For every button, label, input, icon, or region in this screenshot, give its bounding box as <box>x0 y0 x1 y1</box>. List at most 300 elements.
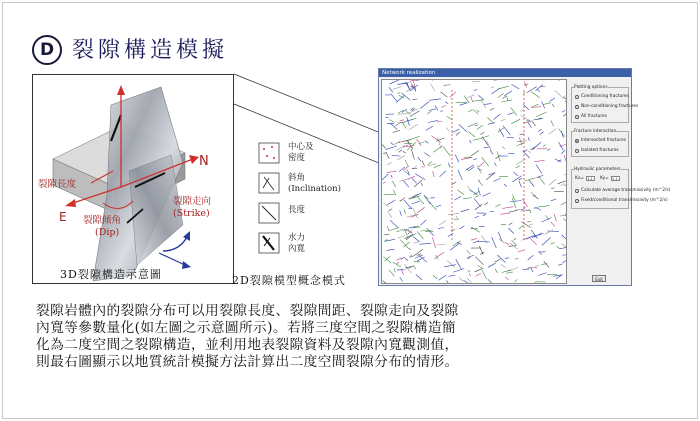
fracture-segment <box>562 110 565 112</box>
fracture-segment <box>474 199 481 207</box>
fracture-segment <box>520 134 525 135</box>
k-inputs-row <box>575 176 620 181</box>
label-fracture-dip-en: (Dip) <box>95 227 120 238</box>
fracture-segment <box>398 236 405 238</box>
fracture-segment <box>475 196 479 197</box>
fracture-segment <box>427 228 434 236</box>
hydraulic-parameters-group <box>571 167 671 209</box>
hydraulic-parameters-title: Hydraulic parameters <box>574 167 621 172</box>
fracture-segment <box>416 275 422 281</box>
fracture-segment <box>421 230 433 231</box>
fracture-segment <box>417 232 423 239</box>
fracture-segment <box>533 176 540 179</box>
fracture-segment <box>384 234 390 235</box>
fracture-segment <box>397 262 400 264</box>
label-inclination-1: 斜角 <box>288 173 306 183</box>
radio-conditioning[interactable] <box>575 94 629 99</box>
fracture-segment <box>404 210 406 214</box>
fracture-segment <box>505 277 509 280</box>
fracture-segment <box>426 126 433 130</box>
label-center-density-2: 密度 <box>288 153 306 163</box>
interaction-options-title: Fracture interaction <box>574 129 617 134</box>
fracture-segment <box>472 100 484 102</box>
fracture-segment <box>469 273 470 276</box>
fracture-segment <box>473 110 478 115</box>
fracture-segment <box>528 255 534 260</box>
radio-all[interactable] <box>575 114 607 119</box>
window-title-bar: Network realization <box>379 69 631 77</box>
fracture-segment <box>542 218 552 223</box>
radio-label: Intersected fractures <box>581 138 626 143</box>
fracture-segment <box>509 223 513 225</box>
fracture-segment <box>519 225 524 229</box>
fracture-segment <box>494 162 496 166</box>
fracture-segment <box>388 228 398 231</box>
fracture-segment <box>391 175 393 178</box>
fracture-segment <box>409 233 417 237</box>
fracture-segment <box>564 155 567 162</box>
fracture-segment <box>388 212 392 218</box>
fracture-segment <box>554 214 556 221</box>
fracture-segment <box>383 182 386 184</box>
fracture-segment <box>561 201 567 205</box>
fracture-segment <box>399 167 405 172</box>
fracture-segment <box>459 226 464 229</box>
fracture-segment <box>471 150 479 155</box>
fracture-segment <box>478 180 480 183</box>
ky-label: Ky= <box>599 176 609 181</box>
label-axis-east: E <box>59 210 67 224</box>
fracture-segment <box>392 181 395 187</box>
fracture-segment <box>542 237 551 245</box>
fracture-segment <box>544 261 549 267</box>
fracture-segment <box>456 132 460 135</box>
fracture-segment <box>480 183 482 186</box>
radio-average-transmissivity[interactable] <box>575 188 670 193</box>
fracture-segment <box>479 162 485 167</box>
fracture-segment <box>549 98 555 102</box>
fracture-segment <box>420 102 429 109</box>
fracture-segment <box>475 257 483 265</box>
fracture-segment <box>397 92 400 94</box>
fracture-segment <box>470 190 478 195</box>
fracture-segment <box>538 90 540 92</box>
fracture-segment <box>463 198 472 199</box>
fracture-segment <box>389 209 392 211</box>
fracture-segment <box>512 84 520 89</box>
fracture-segment <box>543 145 546 147</box>
fracture-segment <box>393 130 400 132</box>
fracture-segment <box>436 138 444 141</box>
fracture-segment <box>501 213 510 214</box>
fracture-segment <box>495 259 501 262</box>
fracture-segment <box>524 84 528 85</box>
fracture-segment <box>393 262 401 267</box>
fracture-segment <box>407 247 411 249</box>
fracture-segment <box>488 173 495 175</box>
fracture-segment <box>484 104 491 105</box>
fracture-segment <box>407 117 410 126</box>
fracture-segment <box>411 136 420 139</box>
fracture-segment <box>519 181 521 187</box>
fracture-segment <box>391 93 398 101</box>
fracture-segment <box>446 128 449 132</box>
fracture-segment <box>551 222 555 227</box>
fracture-segment <box>467 257 471 259</box>
radio-fixed-transmissivity[interactable] <box>575 198 668 203</box>
label-inclination-2: (Inclination) <box>288 184 341 194</box>
fracture-segment <box>445 102 448 104</box>
fracture-segment <box>561 184 565 186</box>
fracture-segment <box>415 80 422 81</box>
fracture-segment <box>497 86 509 89</box>
fracture-segment <box>422 161 425 166</box>
fracture-segment <box>551 188 554 189</box>
fracture-segment <box>514 279 517 282</box>
fracture-segment <box>498 93 504 98</box>
description-line: 內寬等參數量化(如左圖之示意圖所示)。若將三度空間之裂隙構造簡 <box>36 320 457 336</box>
fracture-segment <box>433 171 435 177</box>
fracture-segment <box>403 151 406 153</box>
fracture-segment <box>530 238 537 244</box>
fracture-segment <box>424 195 431 204</box>
fracture-segment <box>467 250 470 255</box>
fracture-segment <box>458 170 462 180</box>
fracture-segment <box>542 101 545 108</box>
fracture-segment <box>559 142 564 150</box>
fracture-segment <box>501 119 506 121</box>
radio-nonconditioning[interactable] <box>575 104 638 109</box>
fracture-segment <box>558 180 567 184</box>
fracture-segment <box>477 125 483 129</box>
fracture-segment <box>468 255 474 257</box>
fracture-segment <box>417 139 422 146</box>
fracture-segment <box>562 235 567 240</box>
fracture-segment <box>396 231 400 232</box>
fracture-segment <box>410 111 420 117</box>
fracture-segment <box>420 243 431 244</box>
fracture-segment <box>431 84 435 92</box>
fracture-segment <box>482 137 488 146</box>
fracture-segment <box>421 183 423 186</box>
fracture-segment <box>460 103 468 106</box>
fracture-segment <box>512 240 517 244</box>
fracture-segment <box>387 200 395 205</box>
fracture-segment <box>461 209 469 212</box>
fracture-segment <box>448 213 459 215</box>
fracture-segment <box>558 265 562 266</box>
caption-3d-diagram: 3D裂隙構造示意圖 <box>60 268 162 281</box>
fracture-segment <box>467 123 477 127</box>
fracture-segment <box>483 193 491 197</box>
fracture-segment <box>425 141 429 144</box>
fracture-segment <box>397 156 405 160</box>
radio-circle[interactable] <box>575 189 579 193</box>
fracture-segment <box>503 126 510 135</box>
radio-circle[interactable] <box>575 95 579 99</box>
radio-circle[interactable] <box>575 139 579 143</box>
fracture-segment <box>529 180 534 187</box>
fracture-segment <box>499 176 508 177</box>
fracture-segment <box>389 80 400 84</box>
radio-circle[interactable] <box>575 199 579 203</box>
label-aperture-2: 內寬 <box>288 244 306 254</box>
fracture-segment <box>459 277 463 281</box>
fracture-segment <box>566 225 567 231</box>
fracture-segment <box>473 241 479 243</box>
fracture-segment <box>481 132 485 134</box>
fracture-segment <box>414 266 416 269</box>
fracture-segment <box>566 233 567 236</box>
fracture-segment <box>438 228 444 229</box>
fracture-segment <box>425 153 430 157</box>
fracture-segment <box>429 202 437 211</box>
fracture-segment <box>567 269 568 272</box>
description-line: 裂隙岩體內的裂隙分布可以用裂隙長度、裂隙間距、裂隙走向及裂隙 <box>36 303 459 319</box>
fracture-segment <box>400 277 403 281</box>
radio-circle[interactable] <box>575 115 579 119</box>
fracture-segment <box>439 221 446 226</box>
fracture-segment <box>427 111 432 114</box>
fracture-segment <box>562 258 567 263</box>
fracture-segment <box>384 194 395 195</box>
exit-button[interactable]: Exit <box>592 275 606 282</box>
fracture-segment <box>517 141 526 142</box>
fracture-segment <box>383 257 391 263</box>
fracture-segment <box>478 266 484 269</box>
label-fracture-dip: 裂隙傾角 <box>83 215 122 226</box>
fracture-segment <box>508 113 514 115</box>
fracture-segment <box>493 178 500 181</box>
fracture-segment <box>519 178 522 180</box>
fracture-segment <box>439 275 447 280</box>
fracture-segment <box>527 221 531 222</box>
fracture-segment <box>508 153 515 154</box>
fracture-segment <box>468 110 473 113</box>
fracture-segment <box>530 87 537 90</box>
fracture-segment <box>516 166 521 168</box>
fracture-segment <box>417 254 422 256</box>
fracture-segment <box>504 91 512 96</box>
fracture-segment <box>473 138 482 140</box>
fracture-segment <box>382 174 388 180</box>
fracture-segment <box>563 219 566 222</box>
fracture-segment <box>400 120 405 121</box>
radio-label: Calculate average transmissivity (m^2/s) <box>581 188 671 193</box>
fracture-segment <box>473 159 477 160</box>
fracture-segment <box>437 121 442 122</box>
radio-isolated[interactable] <box>575 148 619 153</box>
fracture-segment <box>562 244 566 248</box>
fracture-segment <box>505 242 509 245</box>
fracture-segment <box>393 87 402 90</box>
fracture-segment <box>528 137 529 141</box>
fracture-segment <box>483 214 486 216</box>
fracture-segment <box>523 92 526 94</box>
fracture-segment <box>501 100 511 102</box>
fracture-segment <box>395 124 398 125</box>
fracture-segment <box>400 240 407 248</box>
fracture-segment <box>552 104 554 107</box>
fracture-network-canvas <box>382 80 567 284</box>
fracture-segment <box>545 230 553 234</box>
fracture-segment <box>551 199 556 201</box>
ky-input[interactable]: 1.1 <box>611 177 618 181</box>
label-axis-north: N <box>199 154 209 169</box>
fracture-segment <box>481 99 486 108</box>
fracture-segment <box>560 215 567 216</box>
fracture-segment <box>494 114 501 120</box>
fracture-segment <box>402 122 406 128</box>
fracture-segment <box>534 160 544 161</box>
fracture-segment <box>508 228 514 233</box>
fracture-segment <box>482 158 489 167</box>
caption-2d-model: 2D裂隙模型概念模式 <box>232 274 346 287</box>
fracture-segment <box>533 195 539 199</box>
fracture-segment <box>555 90 562 97</box>
description-line: 則最右圖顯示以地質統計模擬方法計算出二度空間裂隙分布的情形。 <box>36 354 459 370</box>
fracture-segment <box>431 136 440 143</box>
fracture-segment <box>513 172 518 176</box>
fracture-segment <box>414 242 420 244</box>
fracture-segment <box>438 138 441 149</box>
fracture-segment <box>404 200 412 209</box>
fracture-segment <box>444 85 451 86</box>
fracture-segment <box>477 110 480 112</box>
fracture-segment <box>543 103 551 105</box>
fracture-segment <box>525 178 534 181</box>
fracture-segment <box>507 96 509 102</box>
fracture-segment <box>412 178 417 183</box>
fracture-segment <box>428 120 438 122</box>
fracture-segment <box>386 146 397 150</box>
fracture-segment <box>524 150 527 152</box>
fracture-segment <box>510 267 518 270</box>
fracture-segment <box>405 234 414 238</box>
fracture-segment <box>551 243 555 245</box>
fracture-segment <box>566 81 567 82</box>
label-fracture-strike-en: (Strike) <box>173 208 210 219</box>
fracture-segment <box>515 258 518 259</box>
fracture-segment <box>511 107 517 115</box>
fracture-segment <box>382 145 386 149</box>
fracture-segment <box>497 255 505 263</box>
fracture-segment <box>435 105 438 110</box>
fracture-segment <box>509 211 517 213</box>
fracture-segment <box>450 92 456 98</box>
fracture-segment <box>565 174 568 175</box>
fracture-segment <box>412 99 417 100</box>
fracture-segment <box>470 140 472 143</box>
fracture-segment <box>484 147 490 148</box>
fracture-segment <box>551 120 554 126</box>
description-paragraph <box>36 303 670 371</box>
radio-circle[interactable] <box>575 105 579 109</box>
fracture-segment <box>506 272 513 273</box>
fracture-segment <box>459 124 468 132</box>
description-line: 化為二度空間之裂隙構造，並利用地表裂隙資料及裂隙內寬觀測值， <box>36 337 459 353</box>
fracture-segment <box>441 92 448 97</box>
fracture-segment <box>457 190 464 195</box>
fracture-segment <box>536 165 542 174</box>
fracture-segment <box>387 227 389 231</box>
fracture-segment <box>521 222 530 228</box>
fracture-segment <box>565 101 567 109</box>
fracture-segment <box>540 132 544 135</box>
radio-label: Fixed/conditional transmissivity (m^2/s) <box>581 198 668 203</box>
fracture-segment <box>419 142 425 144</box>
fracture-segment <box>409 227 416 228</box>
fracture-segment <box>529 224 533 225</box>
fracture-segment <box>522 199 527 207</box>
fracture-segment <box>449 275 456 276</box>
fracture-segment <box>518 250 525 252</box>
fracture-segment <box>520 115 529 120</box>
fracture-segment <box>387 163 392 165</box>
network-realization-window <box>378 68 671 286</box>
fracture-segment <box>394 268 395 272</box>
label-center-density-1: 中心及 <box>288 142 314 152</box>
fracture-segment <box>447 280 451 284</box>
fracture-segment <box>433 275 437 279</box>
fracture-segment <box>390 220 399 228</box>
fracture-segment <box>503 147 505 149</box>
label-fracture-strike: 裂隙走向 <box>173 196 212 207</box>
kx-input[interactable]: 1.1 <box>587 177 593 181</box>
fracture-segment <box>526 268 532 269</box>
fracture-segment <box>405 258 408 261</box>
fracture-segment <box>535 266 540 267</box>
fracture-segment <box>413 207 418 218</box>
model-2d-squares <box>258 142 292 264</box>
fracture-segment <box>478 95 483 99</box>
fracture-segment <box>415 174 425 180</box>
fracture-segment <box>448 163 450 168</box>
fracture-segment <box>400 211 402 216</box>
fracture-segment <box>389 87 393 92</box>
fracture-segment <box>488 263 496 267</box>
plotting-options-title: Plotting options <box>574 85 608 90</box>
fracture-segment <box>477 283 487 284</box>
fracture-segment <box>451 230 455 231</box>
fracture-segment <box>389 120 394 123</box>
interaction-options-group <box>571 131 629 157</box>
fracture-segment <box>475 125 479 126</box>
radio-label: All fractures <box>581 114 607 119</box>
fracture-segment <box>468 270 471 272</box>
fracture-segment <box>512 198 516 208</box>
square-center-density <box>259 143 279 163</box>
fracture-segment <box>456 259 462 269</box>
fracture-segment <box>386 249 394 250</box>
fracture-segment <box>413 237 419 242</box>
fracture-segment <box>561 150 565 153</box>
fracture-segment <box>400 197 405 201</box>
fracture-segment <box>492 237 497 248</box>
radio-circle[interactable] <box>575 149 579 153</box>
fracture-segment <box>383 152 387 154</box>
fracture-segment <box>405 160 409 167</box>
kx-label: Kx= <box>575 176 584 181</box>
radio-intersected[interactable] <box>575 138 626 143</box>
fracture-segment <box>387 153 390 159</box>
fracture-segment <box>383 281 387 284</box>
fracture-segment <box>549 129 557 135</box>
fracture-segment <box>412 201 420 204</box>
fracture-segment <box>490 150 493 155</box>
fracture-segment <box>469 132 476 138</box>
fracture-segment <box>528 151 531 153</box>
